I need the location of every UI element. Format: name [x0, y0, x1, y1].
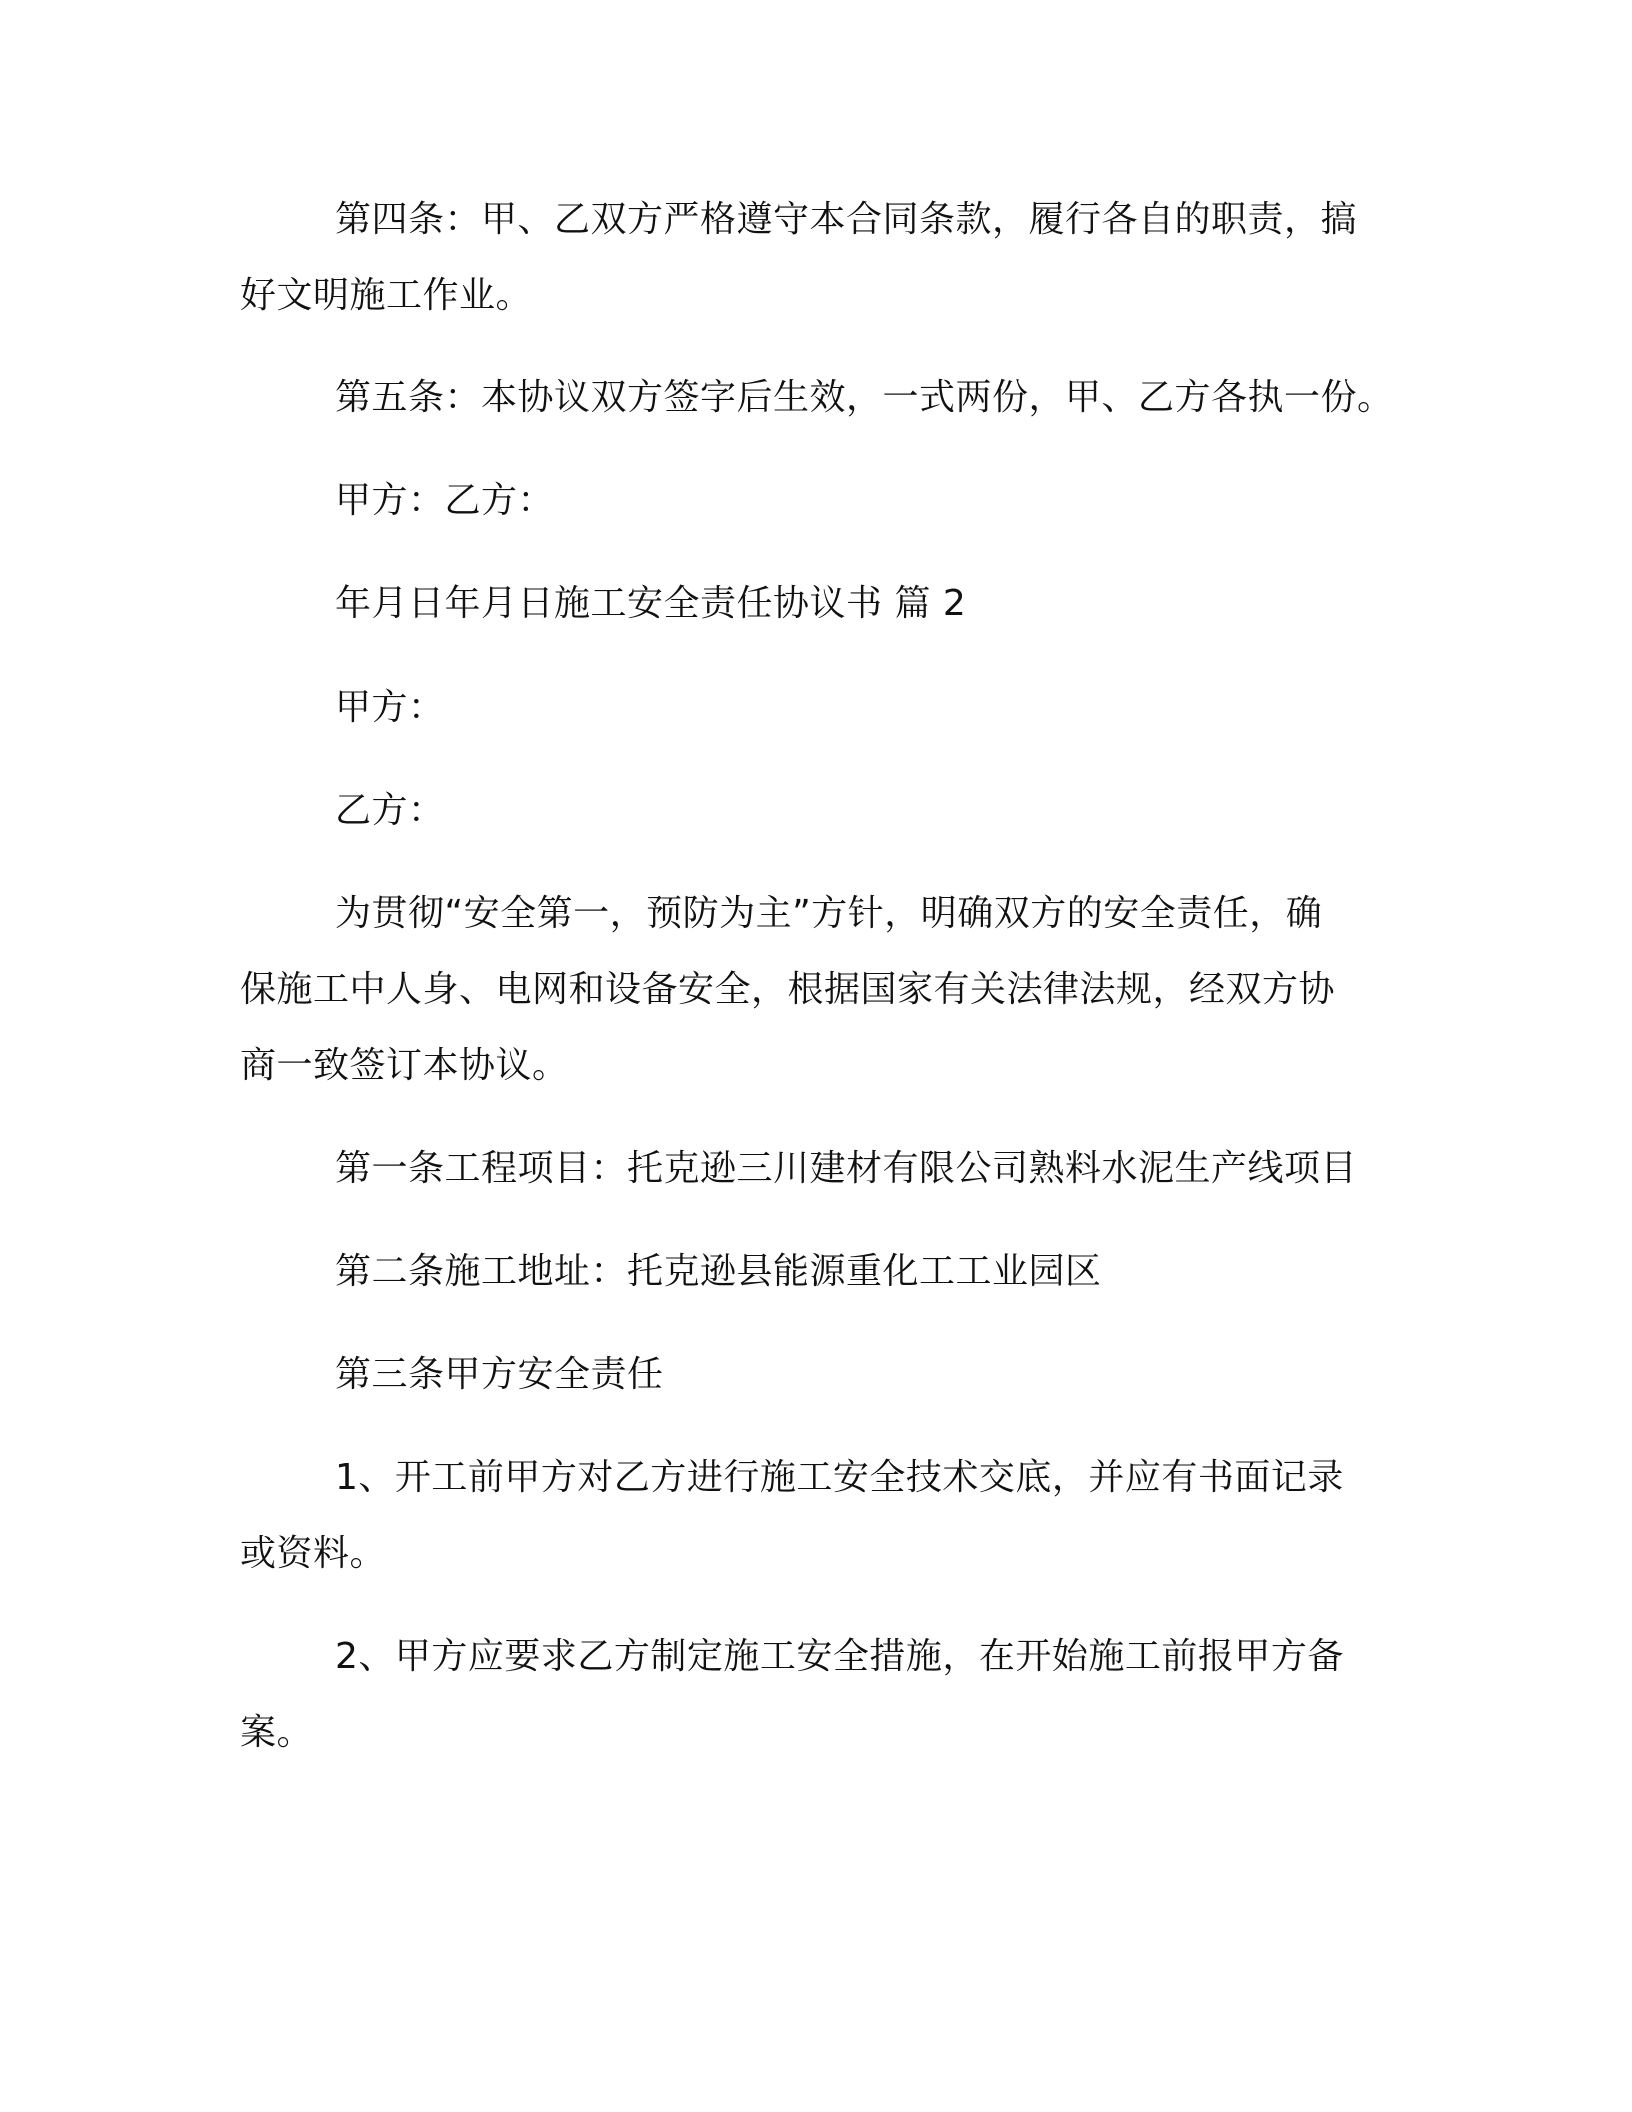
preamble-line-3: 商一致签订本协议。 — [240, 1045, 569, 1086]
item-2-line-2: 案。 — [240, 1712, 314, 1753]
article-1-project: 第一条工程项目：托克逊三川建材有限公司熟料水泥生产线项目 — [335, 1148, 1358, 1189]
article-2-address: 第二条施工地址：托克逊县能源重化工工业园区 — [335, 1251, 1102, 1292]
date-and-section-title: 年月日年月日施工安全责任协议书 篇 2 — [335, 583, 967, 624]
preamble-line-2: 保施工中人身、电网和设备安全，根据国家有关法律法规，经双方协 — [240, 969, 1336, 1010]
item-1-line-1: 1、开工前甲方对乙方进行施工安全技术交底，并应有书面记录 — [335, 1457, 1344, 1498]
party-a-label: 甲方： — [335, 687, 445, 728]
article-3-heading: 第三条甲方安全责任 — [335, 1354, 664, 1395]
party-b-label: 乙方： — [335, 790, 445, 831]
item-1-line-2: 或资料。 — [240, 1533, 387, 1574]
preamble-line-1: 为贯彻“安全第一，预防为主”方针，明确双方的安全责任，确 — [335, 893, 1323, 934]
item-2-line-1: 2、甲方应要求乙方制定施工安全措施，在开始施工前报甲方备 — [335, 1636, 1344, 1677]
article-4-line-1: 第四条：甲、乙双方严格遵守本合同条款，履行各自的职责，搞 — [335, 199, 1358, 240]
article-4-line-2: 好文明施工作业。 — [240, 275, 533, 316]
article-5: 第五条：本协议双方签字后生效，一式两份，甲、乙方各执一份。 — [335, 377, 1394, 418]
signature-parties: 甲方：乙方： — [335, 480, 555, 521]
